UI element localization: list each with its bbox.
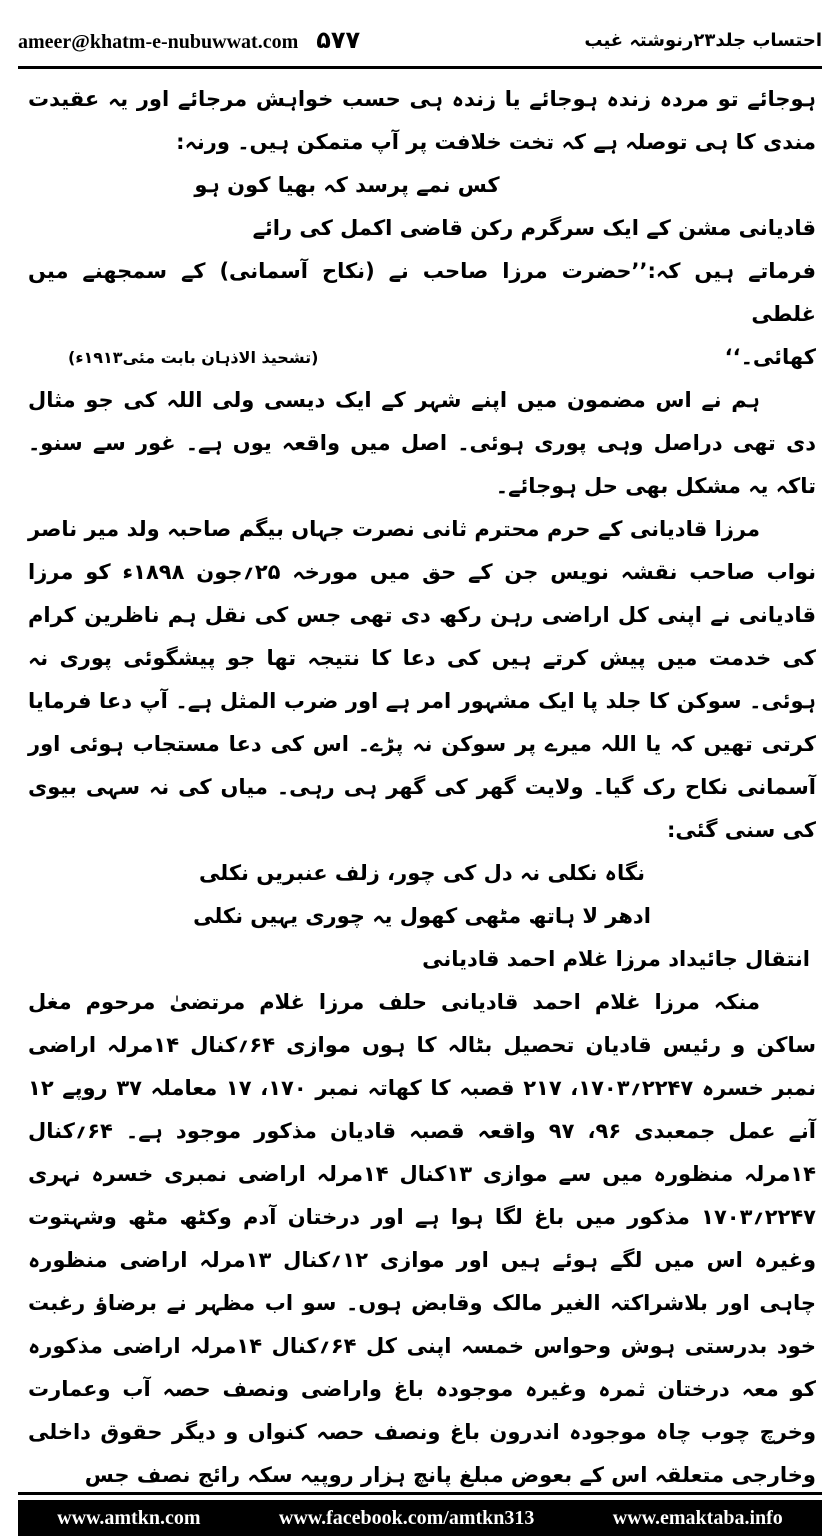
page-footer: [18, 1500, 822, 1536]
paragraph-quote: فرماتے ہیں کہ:’’حضرت مرزا صاحب نے (نکاح آسمانی) کے سمجھنے میں غلطی: [28, 259, 816, 326]
header-email: ameer@khatm-e-nubuwwat.com: [18, 31, 299, 53]
quote-reference: (تشحیذ الاذہان بابت مئی۱۹۱۳ء): [68, 348, 319, 367]
footer-link-amtkn[interactable]: www.amtkn.com: [57, 1506, 201, 1529]
quote-end: کھائی۔‘‘: [724, 345, 816, 369]
header-left: [18, 26, 360, 54]
page-body: [28, 78, 816, 1497]
footer-rule: [18, 1492, 822, 1495]
paragraph-nusrat-jahan: مرزا قادیانی کے حرم محترم ثانی نصرت جہاں بیگم صاحبہ ولد میر ناصر نواب صاحب نقشہ نویس جن کے حق میں مورخہ ۲۵؍جون ۱۸۹۸ء کو مرزا قادیانی نے اپنی کل اراضی رہن رکھ دی تھی جس کی نقل ہم ناظرین کرام کی خدمت میں پیش کرتے ہیں کی دعا کا نتیجہ تھا جو پیشگوئی پوری نہ ہوئی۔ سوکن کا جلد پا ایک مشہور امر ہے اور ضرب المثل ہے۔ آپ دعا فرمایا کرتی تھیں کہ یا اللہ میرے پر سوکن نہ پڑے۔ اس کی دعا مستجاب ہوئی اور آسمانی نکاح رک گیا۔ ولایت گھر کی گھر ہی رہی۔ میاں کی نہ سہی بیوی کی سنی گئی:: [28, 517, 816, 842]
footer-link-facebook[interactable]: www.facebook.com/amtkn313: [278, 1506, 535, 1529]
verse-line-3: ادھر لا ہاتھ مٹھی کھول یہ چوری یہیں نکلی: [193, 904, 651, 928]
quote-reference-row: [28, 336, 816, 379]
footer-link-emaktaba[interactable]: www.emaktaba.info: [612, 1506, 783, 1529]
section-heading-property-transfer: انتقال جائیداد مرزا غلام احمد قادیانی: [422, 947, 810, 971]
paragraph-property-deed: منکہ مرزا غلام احمد قادیانی حلف مرزا غلام مرتضیٰ مرحوم مغل ساکن و رئیس قادیان تحصیل بٹالہ کا ہوں موازی ۶۴؍کنال ۱۴مرلہ اراضی نمبر خسرہ ۲۲۴۷؍۱۷۰۳، ۲۱۷ قصبہ کا کھاتہ نمبر ۱۷۰، ۱۷ معاملہ ۳۷ روپے ۱۲ آنے عمل جمعبدی ۹۶، ۹۷ واقعہ قصبہ قادیان مذکور موجود ہے۔ ۶۴؍کنال ۱۴مرلہ منظورہ میں سے موازی ۱۳کنال ۱۴مرلہ اراضی نمبری خسرہ نہری ۲۲۴۷؍۱۷۰۳ مذکور میں باغ لگا ہوا ہے اور درختان آدم وکٹھ مٹھ وشہتوت وغیرہ اس میں لگے ہوئے ہیں اور موازی ۱۲؍کنال ۱۳مرلہ اراضی منظورہ چاہی اور بلاشراکتہ الغیر مالک وقابض ہوں۔ سو اب مظہر نے برضاؤ رغبت خود بدرستی ہوش وحواس خمسہ اپنی کل ۶۴؍کنال ۱۴مرلہ اراضی مذکورہ کو معہ درختان ثمرہ وغیرہ موجودہ باغ واراضی ونصف حصہ آب وعمارت وخرچ چوب چاہ موجودہ اندرون باغ ونصف حصہ کنواں و دیگر حقوق داخلی وخارجی متعلقہ اس کے بعوض مبلغ پانچ ہزار روپیہ سکہ رائج نصف جس: [28, 990, 817, 1487]
book-title: احتساب جلد۲۳رنوشتہ غیب: [584, 29, 822, 51]
section-heading-qazi-akmal: قادیانی مشن کے ایک سرگرم رکن قاضی اکمل کی رائے: [252, 216, 816, 240]
page-number: ۵۷۷: [316, 26, 361, 54]
page-header: [18, 18, 822, 62]
header-rule: [18, 66, 822, 69]
paragraph-example: ہم نے اس مضمون میں اپنے شہر کے ایک دیسی ولی اللہ کی جو مثال دی تھی دراصل وہی پوری ہوئی۔ اصل میں واقعہ یوں ہے۔ غور سے سنو۔ تاکہ یہ مشکل بھی حل ہوجائے۔: [28, 388, 816, 498]
paragraph-intro: ہوجائے تو مردہ زندہ ہوجائے یا زندہ ہی حسب خواہش مرجائے اور یہ عقیدت مندی کا ہی توصلہ ہے کہ تخت خلافت پر آپ متمکن ہیں۔ ورنہ:: [28, 87, 816, 154]
verse-line-2: نگاہ نکلی نہ دل کی چور، زلف عنبریں نکلی: [199, 861, 645, 885]
verse-line-1: کس نمے پرسد کہ بھیا کون ہو: [194, 173, 500, 197]
